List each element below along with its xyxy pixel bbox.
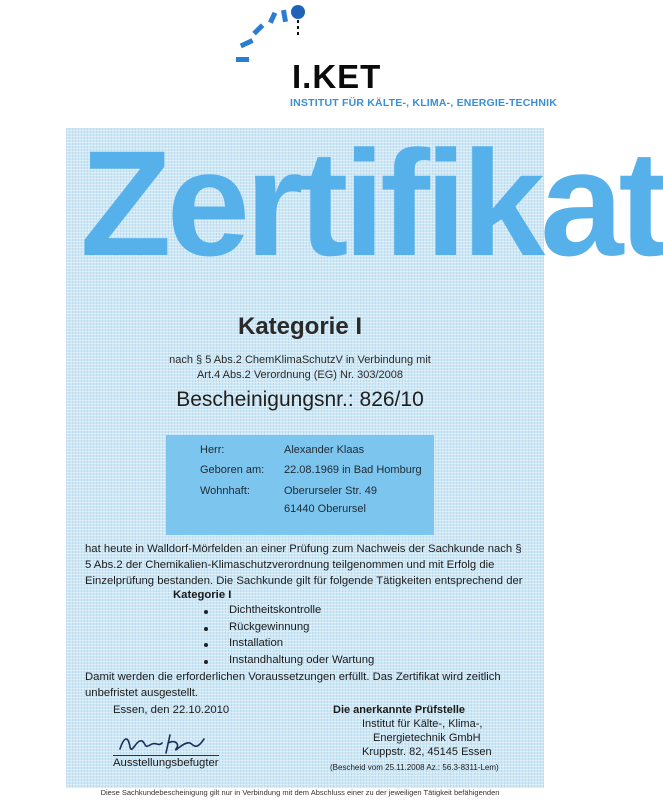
logo-name: I.KET (292, 58, 382, 95)
person-box (166, 435, 434, 535)
legal-line-2: Art.4 Abs.2 Verordnung (EG) Nr. 303/2008 (196, 369, 404, 381)
activity-label: Dichtheitskontrolle (229, 604, 322, 616)
list-item (204, 637, 374, 654)
activity-label: Rückgewinnung (229, 620, 310, 633)
place-date: Essen, den 22.10.2010 (113, 704, 230, 716)
body-paragraph (85, 541, 545, 589)
bullet-icon (204, 627, 208, 631)
closing-paragraph (85, 669, 545, 701)
closing-line-2: unbefristet ausgestellt. (85, 687, 199, 699)
authority-note: (Bescheid vom 25.11.2008 Az.: 56.3-8311-Lem) (330, 763, 499, 772)
list-item (204, 654, 374, 671)
category-label: Kategorie I (173, 589, 232, 601)
born-value: 22.08.1969 in Bad Homburg (284, 464, 422, 476)
address-street: Oberurseler Str. 49 (284, 485, 377, 497)
list-item (204, 604, 374, 621)
authority-line-3: Kruppstr. 82, 45145 Essen (362, 746, 492, 758)
legal-line-1: nach § 5 Abs.2 ChemKlimaSchutzV in Verbindung mit (169, 354, 431, 366)
authority-line-2: Energietechnik GmbH (373, 732, 481, 744)
activity-label: Instandhaltung oder Wartung (229, 653, 375, 666)
certificate-title: Zertifikat (80, 119, 663, 287)
salutation-label: Herr: (200, 444, 225, 456)
body-line-3: Einzelprüfung bestanden. Die Sachkunde gilt für folgende Tätigkeiten entsprechend der (85, 575, 523, 587)
category-heading: Kategorie I (237, 313, 363, 340)
address-label: Wohnhaft: (200, 485, 250, 497)
authority-line-1: Institut für Kälte-, Klima-, (362, 718, 483, 730)
bullet-icon (204, 660, 208, 664)
born-label: Geboren am: (200, 464, 265, 476)
body-line-2: 5 Abs.2 der Chemikalien-Klimaschutzverordnung teilgenommen und mit Erfolg die (85, 559, 495, 571)
footer-note: Diese Sachkundebescheinigung gilt nur in Verbindung mit dem Abschluss einer zu der jeweiligen Tätigkeit befähigenden (100, 788, 500, 797)
body-line-1: hat heute in Walldorf-Mörfelden an einer Prüfung zum Nachweis der Sachkunde nach § (85, 543, 522, 555)
list-item (204, 621, 374, 638)
certificate-number: Bescheinigungsnr.: 826/10 (176, 388, 424, 411)
authority-title: Die anerkannte Prüfstelle (333, 704, 466, 716)
activity-label: Installation (229, 637, 284, 649)
activity-list (204, 604, 374, 670)
closing-line-1: Damit werden die erforderlichen Voraussetzungen erfüllt. Das Zertifikat wird zeitlich (85, 671, 501, 683)
logo-tagline: INSTITUT FÜR KÄLTE-, KLIMA-, ENERGIE-TECHNIK (290, 97, 558, 109)
person-name: Alexander Klaas (284, 444, 365, 456)
bullet-icon (204, 610, 208, 614)
address-city: 61440 Oberursel (284, 503, 366, 515)
signature-image (116, 727, 216, 757)
bullet-icon (204, 643, 208, 647)
signer-label: Ausstellungsbefugter (113, 757, 219, 769)
